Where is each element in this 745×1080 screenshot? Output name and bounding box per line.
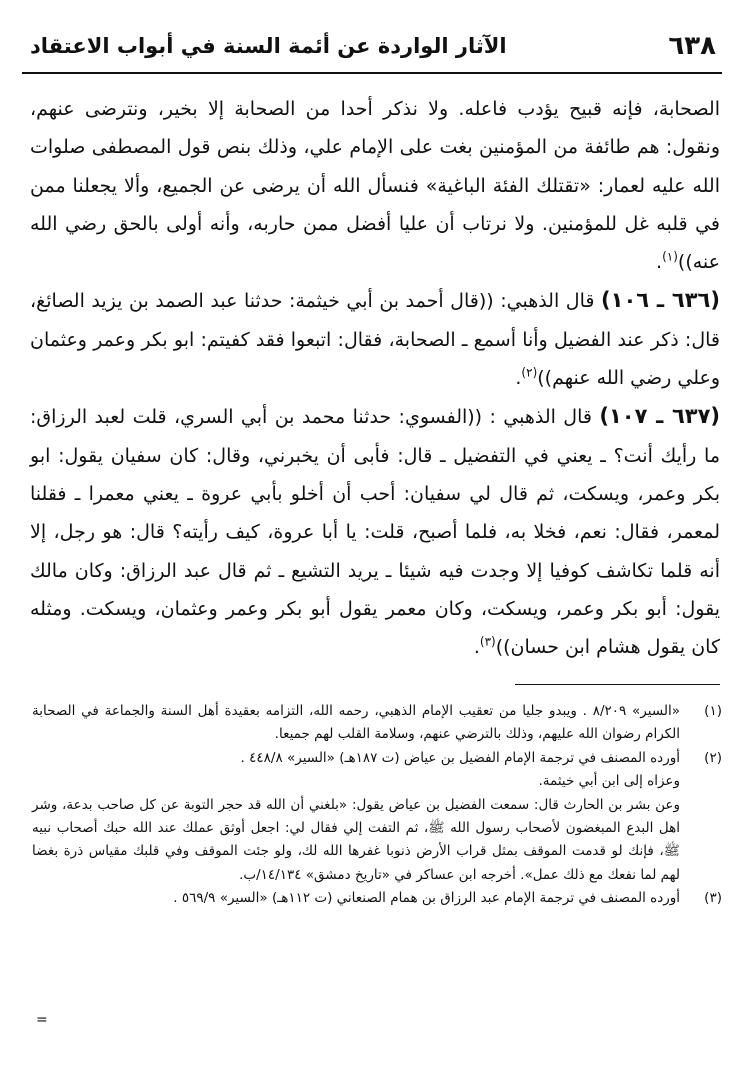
margin-mark: = [36,1012,48,1028]
footnote-2 [32,747,722,887]
footnote-body [32,887,680,910]
footnote-body [32,747,680,887]
running-title: الآثار الواردة عن أئمة السنة في أبواب الاعتقاد [30,34,507,58]
paragraph-continuation: الصحابة، فإنه قبيح يؤدب فاعله. ولا نذكر أحدا من الصحابة إلا بخير، ونترضى عنهم، ونقول: هم طائفة من المؤمنين بغت على الإمام علي، وذلك بنص قول المصطفى صلوات الله عليه لعمار: «تقتلك الفئة الباغية» فنسأل الله أن يرضى عن الجميع، وألا يجعلنا ممن في قلبه غل للمؤمنين. ولا نرتاب أن عليا أفضل ممن حاربه، وأنه أولى بالحق رضي الله عنه))$^{(١)}$. [30,98,720,274]
footnote-line: أورده المصنف في ترجمة الإمام عبد الرزاق بن همام الصنعاني (ت ١١٢هـ) «السير» ٥٦٩/٩ . [173,890,680,907]
footnote-separator [515,684,720,685]
paragraph-text: الصحابة، فإنه قبيح يؤدب فاعله. ولا نذكر أحدا من الصحابة إلا بخير، ونترضى عنهم، ونقول: هم طائفة من المؤمنين بغت على الإمام علي، وذلك بنص قول المصطفى صلوات الله عليه لعمار: «تقتلك الفئة الباغية» فنسأل الله أن يرضى عن الجميع، وألا يجعلنا ممن في قلبه غل للمؤمنين. ولا نرتاب أن عليا أفضل ممن حاربه، وأنه أولى بالحق رضي الله عنه)) [30,98,720,274]
footnote-number: (٣) [704,890,722,907]
footnote-number: (١) [704,703,722,719]
footnote-3 [32,887,722,910]
narration-636: (٦٣٦ ـ ١٠٦) قال الذهبي: ((قال أحمد بن أبي خيثمة: حدثنا عبد الصمد بن يزيد الصائغ، قال: ذكر عند الفضيل وأنا أسمع ـ الصحابة، فقال: اتبعوا فقد كفيتم: ابو بكر وعمر وعثمان وعلي رضي الله عنهم))$^{(٢)}$. [30,288,720,390]
page-header [22,20,722,74]
narration-text: قال الذهبي: ((قال أحمد بن أبي خيثمة: حدثنا عبد الصمد بن يزيد الصائغ، قال: ذكر عند الفضيل وأنا أسمع ـ الصحابة، فقال: اتبعوا فقد كفيتم: ابو بكر وعمر وعثمان وعلي رضي الله عنهم)) [30,290,720,390]
footnote-ref-2[interactable]: (٢) [521,365,538,380]
footnote-line: وعن بشر بن الحارث قال: سمعت الفضيل بن عياض يقول: «بلغني أن الله قد حجر التوبة عن كل صاحب بدعة، وشر اهل البدع المبغضون لأصحاب رسول الله ﷺ، ثم التفت إلي فقال لي: اجعل أوثق عملك عند الله حبك أصحاب نبيه ﷺ، فإنك لو قدمت الموقف بمثل قراب الأرض ذنوبا غفرها الله لك، ولو جئت الموقف وفي قلبك مقياس ذرة بغضا لهم لما نفعك مع ذلك عمل». أخرجه ابن عساكر في «تاريخ دمشق» ١٤/١٣٤/ب. [32,796,680,883]
footnote-ref-1[interactable]: (١) [662,249,678,264]
footnote-line: وعزاه إلى ابن أبي خيثمة. [538,773,680,790]
footnote-line: أورده المصنف في ترجمة الإمام الفضيل بن عياض (ت ١٨٧هـ) «السير» ٤٤٨/٨ . [240,749,680,766]
footnote-ref-3[interactable]: (٣) [479,634,496,649]
narration-text: قال الذهبي : ((الفسوي: حدثنا محمد بن أبي السري، قلت لعبد الرزاق: ما رأيك أنت؟ ـ يعني في التفضيل ـ قال: فأبى أن يخبرني، وقال: كان سفيان يقول: ابو بكر وعمر، ويسكت، ثم قال لي سفيان: أحب أن أخلو بأبي عروة ـ يعني معمرا ـ فقلنا لمعمر، فقال: نعم، فخلا به، فلما أصبح، قلت: يا أبا عروة، كيف رأيته؟ قال: هو رجل، إلا أنه قلما تكاشف كوفيا إلا وجدت فيه شيئا ـ يريد التشيع ـ ثم قال عبد الرزاق: وكان مالك يقول: أبو بكر وعمر، ويسكت، وكان معمر يقول أبو بكر وعمر وعثمان، ويسكت. ومثله كان يقول هشام ابن حسان)) [30,406,720,659]
footnote-body [32,700,680,747]
footnote-1 [32,700,722,747]
narration-number: (٦٣٧ ـ ١٠٧) [599,404,720,429]
footnote-number: (٢) [704,749,722,766]
page-number: ٦٣٨ [668,31,716,61]
narration-637: (٦٣٧ ـ ١٠٧) قال الذهبي : ((الفسوي: حدثنا محمد بن أبي السري، قلت لعبد الرزاق: ما رأيك أنت؟ ـ يعني في التفضيل ـ قال: فأبى أن يخبرني، وقال: كان سفيان يقول: ابو بكر وعمر، ويسكت، ثم قال لي سفيان: أحب أن أخلو بأبي عروة ـ يعني معمرا ـ فقلنا لمعمر، فقال: نعم، فخلا به، فلما أصبح، قلت: يا أبا عروة، كيف رأيته؟ قال: هو رجل، إلا أنه قلما تكاشف كوفيا إلا وجدت فيه شيئا ـ يريد التشيع ـ ثم قال عبد الرزاق: وكان مالك يقول: أبو بكر وعمر، ويسكت، وكان معمر يقول أبو بكر وعمر وعثمان، ويسكت. ومثله كان يقول هشام ابن حسان))$^{(٣)}$. [30,404,720,659]
main-text [30,90,720,666]
footnotes [32,700,722,911]
footnote-line: «السير» ٨/٢٠٩ . ويبدو جليا من تعقيب الإمام الذهبي، رحمه الله، التزامه بعقيدة أهل السنة والجماعة في الصحابة الكرام رضوان الله عليهم، وذلك بالترضي عنهم، وسلامة القلب لهم جميعا. [32,703,680,743]
narration-number: (٦٣٦ ـ ١٠٦) [601,288,720,313]
